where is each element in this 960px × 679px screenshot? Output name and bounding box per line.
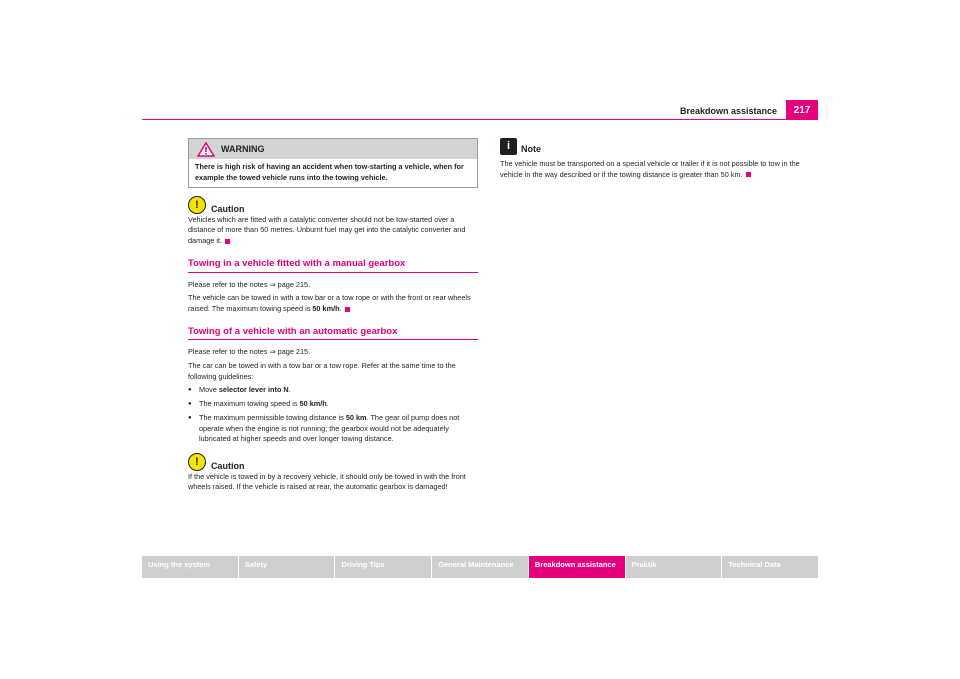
right-column [500, 138, 800, 180]
tab-technical-data[interactable]: Technical Data [722, 556, 818, 578]
page-number: 217 [786, 100, 818, 120]
end-mark [746, 172, 751, 177]
section-heading-manual: Towing in a vehicle fitted with a manual gearbox [188, 259, 478, 273]
caution-heading-2 [188, 453, 478, 472]
caution-title-1: Caution [211, 204, 245, 214]
end-mark [345, 307, 350, 312]
left-column [188, 138, 478, 493]
tab-breakdown-assistance[interactable]: Breakdown assistance [529, 556, 625, 578]
info-icon: i [500, 138, 517, 155]
warning-header [189, 139, 477, 159]
caution-text-1: Vehicles which are fitted with a catalytic converter should not be tow-started over a distance of more than 50 metres. Unburnt fuel may get into the catalytic converter and damage it. [188, 214, 466, 246]
warning-triangle-icon [197, 142, 215, 161]
note-title: Note [521, 144, 541, 155]
header-rule [142, 119, 818, 120]
caution-text-2: If the vehicle is towed in by a recovery vehicle, it should only be towed in with the front wheels raised. If the vehicle is raised at rear, the automatic gearbox is damaged! [188, 471, 466, 492]
tab-driving-tips[interactable]: Driving Tips [335, 556, 431, 578]
warning-title: WARNING [221, 144, 265, 154]
section-heading-automatic: Towing of a vehicle with an automatic gearbox [188, 327, 478, 341]
tab-general-maintenance[interactable]: General Maintenance [432, 556, 528, 578]
warning-box [188, 138, 478, 188]
end-mark [225, 239, 230, 244]
page-header-title: Breakdown assistance [679, 106, 777, 116]
bullet-item: ● The maximum towing speed is 50 km/h. [188, 399, 478, 410]
caution-title-2: Caution [211, 460, 245, 471]
manual-paragraph-2: The vehicle can be towed in with a tow bar or a tow rope or with the front or rear wheels raised. The maximum towing speed is 50 km/h. [188, 293, 471, 313]
exclamation-circle-icon: ! [188, 196, 206, 214]
automatic-paragraph-1: Please refer to the notes ⇒ page 215. [188, 347, 311, 357]
exclamation-circle-icon: ! [188, 453, 206, 471]
manual-paragraph-1: Please refer to the notes ⇒ page 215. [188, 279, 311, 289]
tab-praktik[interactable]: Praktik [626, 556, 722, 578]
bullet-item: ● The maximum permissible towing distance is 50 km. The gear oil pump does not operate when the engine is not running; the gearbox would not be adequately lubricated at higher speeds and over longer towing distance. [188, 413, 478, 445]
footer-nav [142, 556, 818, 578]
caution-heading-1 [188, 196, 478, 215]
warning-text: There is high risk of having an accident when tow-starting a vehicle, when for example the towed vehicle runs into the towing vehicle. [195, 162, 464, 182]
tab-using-the-system[interactable]: Using the system [142, 556, 238, 578]
bullet-item: ● Move selector lever into N. [188, 385, 478, 396]
note-heading [500, 138, 800, 155]
note-text: The vehicle must be transported on a special vehicle or trailer if it is not possible to tow in the vehicle in the way described or if the towing distance is greater than 50 km. [500, 159, 800, 179]
tab-safety[interactable]: Safety [239, 556, 335, 578]
automatic-paragraph-2: The car can be towed in with a tow bar or a tow rope. Refer at the same time to the following guidelines: [188, 361, 456, 381]
